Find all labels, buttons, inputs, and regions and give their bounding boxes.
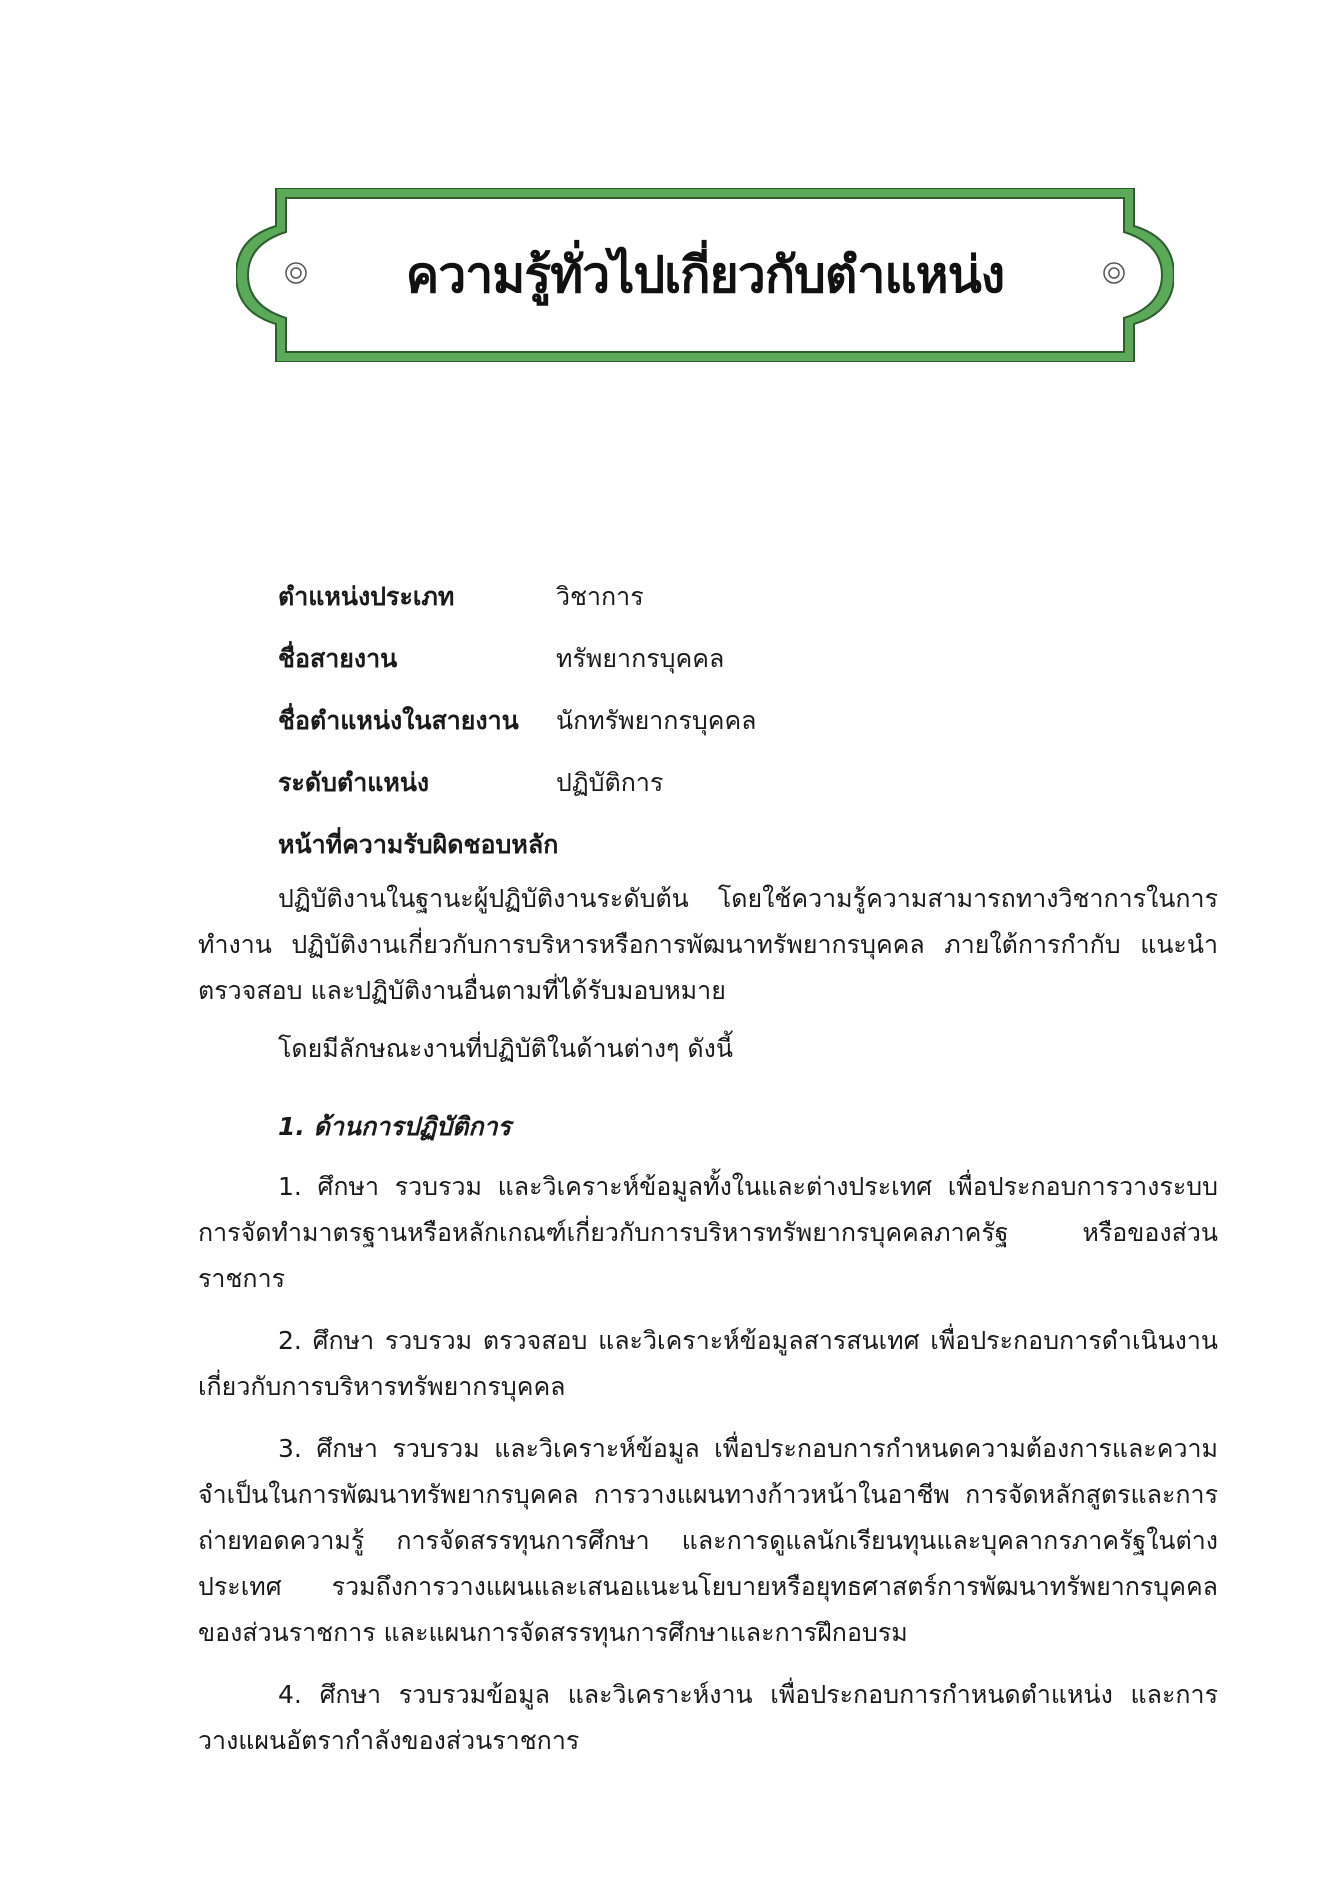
section-title: 1. ด้านการปฏิบัติการ <box>278 1112 511 1141</box>
info-value: นักทรัพยากรบุคคล <box>556 706 757 735</box>
title-banner <box>236 188 1174 362</box>
duties-heading: หน้าที่ความรับผิดชอบหลัก <box>278 830 559 859</box>
duties-paragraph: ปฏิบัติงานในฐานะผู้ปฏิบัติงานระดับต้น โดยใช้ความรู้ความสามารถทางวิชาการในการทำงาน ปฏิบัติงานเกี่ยวกับการบริหารหรือการพัฒนาทรัพยากรบุคคล ภายใต้การกำกับ แนะนำ ตรวจสอบ และปฏิบัติงานอื่นตามที่ได้รับมอบหมาย <box>198 884 1218 1005</box>
info-row-position-name <box>198 690 1218 752</box>
info-value: วิชาการ <box>556 582 644 611</box>
info-label: ชื่อสายงาน <box>278 644 398 673</box>
info-row-line-name <box>198 628 1218 690</box>
list-item: 3. ศึกษา รวบรวม และวิเคราะห์ข้อมูล เพื่อประกอบการกำหนดความต้องการและความจำเป็นในการพัฒนาทรัพยากรบุคคล การวางแผนทางก้าวหน้าในอาชีพ การจัดหลักสูตรและการถ่ายทอดความรู้ การจัดสรรทุนการศึกษา และการดูแลนักเรียนทุนและบุคลากรภาครัฐในต่างประเทศ รวมถึงการวางแผนและเสนอแนะนโยบายหรือยุทธศาสตร์การพัฒนาทรัพยากรบุคคลของส่วนราชการ และแผนการจัดสรรทุนการศึกษาและการฝึกอบรม <box>198 1434 1218 1647</box>
info-row-level <box>198 752 1218 814</box>
document-body <box>198 566 1218 1780</box>
info-label: ชื่อตำแหน่งในสายงาน <box>278 706 519 735</box>
page-title: ความรู้ทั่วไปเกี่ยวกับตำแหน่ง <box>405 245 1005 304</box>
list-item: 1. ศึกษา รวบรวม และวิเคราะห์ข้อมูลทั้งในและต่างประเทศ เพื่อประกอบการวางระบบการจัดทำมาตรฐานหรือหลักเกณฑ์เกี่ยวกับการบริหารทรัพยากรบุคคลภาครัฐ หรือของส่วนราชการ <box>198 1172 1218 1293</box>
info-row-position-type <box>198 566 1218 628</box>
info-value: ปฏิบัติการ <box>556 768 664 797</box>
info-value: ทรัพยากรบุคคล <box>556 644 725 673</box>
list-item: 4. ศึกษา รวบรวมข้อมูล และวิเคราะห์งาน เพื่อประกอบการกำหนดตำแหน่ง และการวางแผนอัตรากำลังของส่วนราชการ <box>198 1680 1218 1755</box>
intro-line: โดยมีลักษณะงานที่ปฏิบัติในด้านต่างๆ ดังนี้ <box>278 1034 733 1063</box>
info-label: ตำแหน่งประเภท <box>278 582 455 611</box>
list-item: 2. ศึกษา รวบรวม ตรวจสอบ และวิเคราะห์ข้อมูลสารสนเทศ เพื่อประกอบการดำเนินงานเกี่ยวกับการบริหารทรัพยากรบุคคล <box>198 1326 1218 1401</box>
info-label: ระดับตำแหน่ง <box>278 768 430 797</box>
